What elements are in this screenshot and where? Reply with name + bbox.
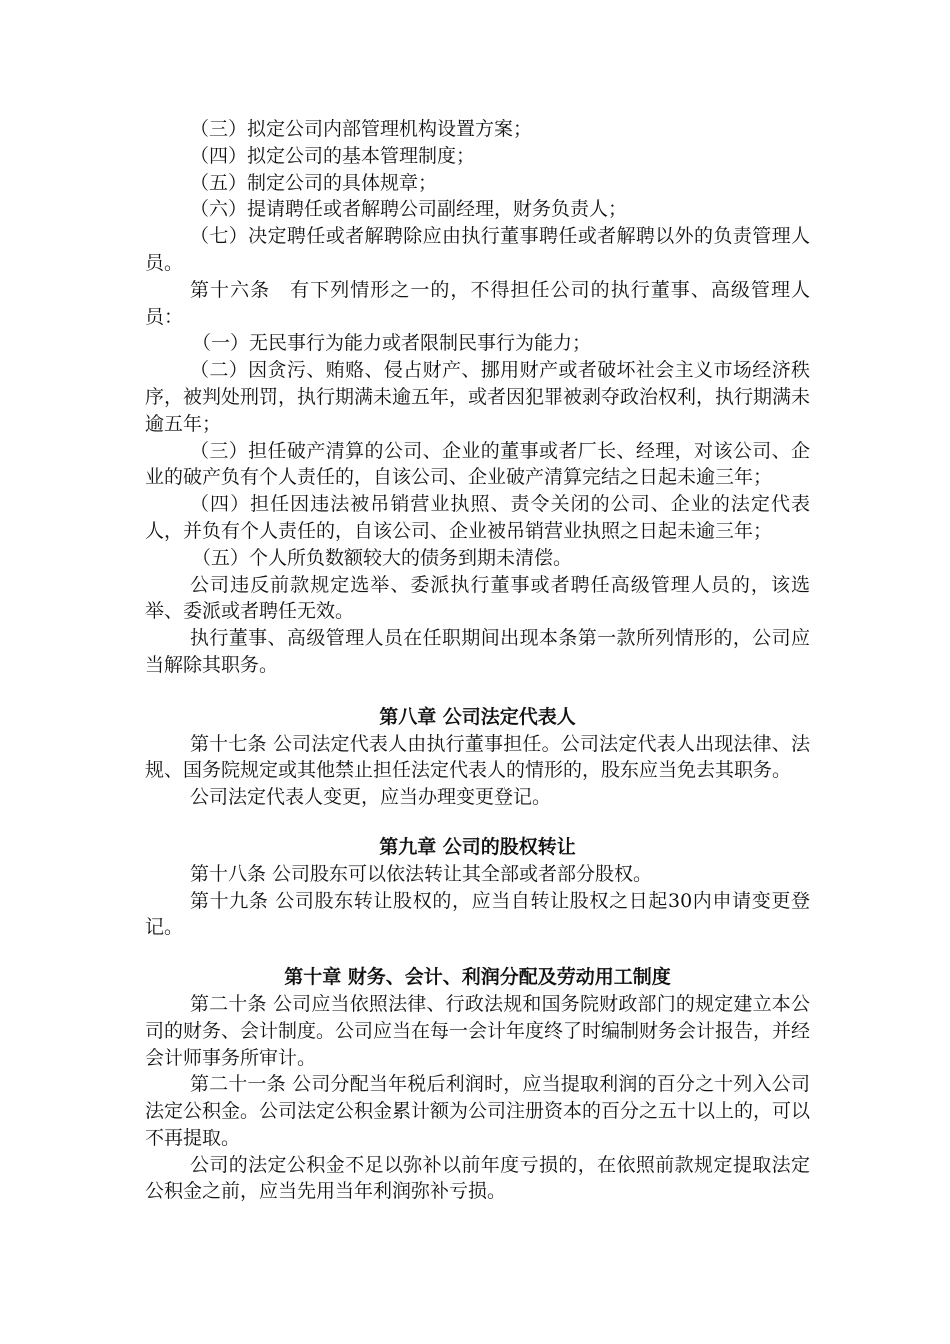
article-16-para-3: 执行董事、高级管理人员在任职期间出现本条第一款所列情形的，公司应当解除其职务。 <box>145 627 810 676</box>
article-16: 第十六条 有下列情形之一的，不得担任公司的执行董事、高级管理人员： <box>145 278 810 328</box>
article-21-para-2: 公司的法定公积金不足以弥补以前年度亏损的，在依照前款规定提取法定公积金之前，应当先用当年利润弥补亏损。 <box>145 1153 810 1203</box>
article-16-item-2: （二）因贪污、贿赂、侵占财产、挪用财产或者破坏社会主义市场经济秩序，被判处刑罚，执行期满未逾五年，或者因犯罪被剥夺政治权利，执行期满未逾五年； <box>145 359 811 435</box>
chapter-10-title: 第十章 财务、会计、利润分配及劳动用工制度 <box>284 966 671 989</box>
article-16-item-4: （四）担任因违法被吊销营业执照、责令关闭的公司、企业的法定代表人，并负有个人责任的，自该公司、企业被吊销营业执照之日起未逾三年； <box>145 493 810 542</box>
article-18: 第十八条 公司股东可以依法转让其全部或者部分股权。 <box>190 862 653 885</box>
section-gap <box>145 679 810 704</box>
section-gap <box>145 811 810 834</box>
item-6: （六）提请聘任或者解聘公司副经理，财务负责人； <box>190 198 628 221</box>
article-17-para-2: 公司法定代表人变更，应当办理变更登记。 <box>190 786 552 809</box>
article-17: 第十七条 公司法定代表人由执行董事担任。公司法定代表人出现法律、法规、国务院规定或其他禁止担任法定代表人的情形的，股东应当免去其职务。 <box>145 732 810 782</box>
article-16-item-3: （三）担任破产清算的公司、企业的董事或者厂长、经理，对该公司、企业的破产负有个人责任的，自该公司、企业破产清算完结之日起未逾三年； <box>145 439 810 489</box>
article-16-item-5: （五）个人所负数额较大的债务到期未清偿。 <box>192 546 573 569</box>
article-19: 第十九条 公司股东转让股权的，应当自转让股权之日起30内申请变更登记。 <box>145 889 810 939</box>
article-21: 第二十一条 公司分配当年税后利润时，应当提取利润的百分之十列入公司法定公积金。公司法定公积金累计额为公司注册资本的百分之五十以上的，可以不再提取。 <box>145 1073 811 1149</box>
item-4: （四）拟定公司的基本管理制度； <box>190 144 476 167</box>
article-16-para-2: 公司违反前款规定选举、委派执行董事或者聘任高级管理人员的，该选举、委派或者聘任无效。 <box>145 573 810 623</box>
item-5: （五）制定公司的具体规章； <box>190 171 438 194</box>
article-20: 第二十条 公司应当依照法律、行政法规和国务院财政部门的规定建立本公司的财务、会计制度。公司应当在每一会计年度终了时编制财务会计报告，并经会计师事务所审计。 <box>145 992 811 1069</box>
document-page <box>145 116 810 1205</box>
chapter-8-title: 第八章 公司法定代表人 <box>379 705 576 728</box>
item-3: （三）拟定公司内部管理机构设置方案； <box>190 118 533 140</box>
article-16-item-1: （一）无民事行为能力或者限制民事行为能力； <box>192 332 592 355</box>
section-gap <box>145 941 810 964</box>
item-7: （七）决定聘任或者解聘除应由执行董事聘任或者解聘以外的负责管理人员。 <box>145 225 810 274</box>
chapter-9-title: 第九章 公司的股权转让 <box>379 835 576 858</box>
